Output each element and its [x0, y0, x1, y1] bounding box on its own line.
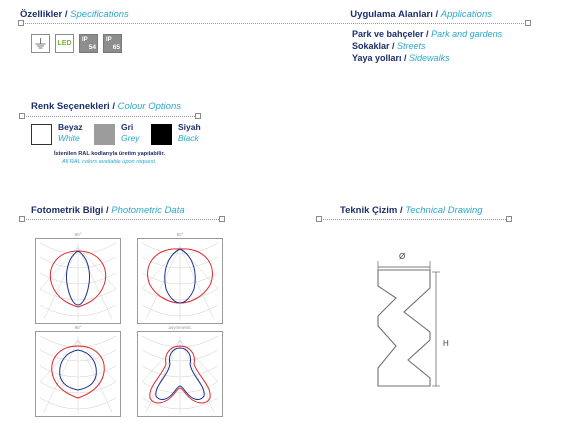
plot-label: 90°	[74, 325, 82, 330]
technical-title	[340, 205, 483, 216]
specifications-title-en: Specifications	[70, 9, 129, 20]
application-item-en: Streets	[397, 41, 426, 51]
ral-note-tr: İstenilen RAL kodlarıyla üretim yapılabilir.	[54, 151, 165, 157]
colour-name-tr: Siyah	[178, 122, 201, 132]
specifications-title	[20, 9, 129, 20]
technical-drawing	[370, 250, 460, 400]
rule-marker	[19, 113, 25, 119]
swatch-black	[151, 124, 172, 145]
rule-marker	[195, 113, 201, 119]
photometric-plot	[35, 238, 121, 324]
colour-name-en: Black	[178, 133, 199, 143]
colours-title	[31, 101, 181, 112]
specifications-rule	[22, 23, 530, 24]
colour-name-tr: Beyaz	[58, 122, 83, 132]
rule-marker	[19, 216, 25, 222]
specifications-title-tr: Özellikler /	[20, 9, 71, 20]
ip65-icon-ip: IP	[106, 37, 112, 43]
bollard-outline	[378, 270, 430, 386]
technical-rule	[320, 219, 510, 220]
colour-name-tr: Gri	[121, 122, 134, 132]
photometric-title-en: Photometric Data	[111, 205, 185, 216]
plot-label: 60°	[176, 232, 184, 237]
applications-title	[350, 9, 492, 20]
led-icon: LED	[55, 34, 74, 53]
application-item-tr: Yaya yolları /	[352, 53, 410, 63]
application-item	[352, 53, 450, 63]
photometric-title-tr: Fotometrik Bilgi /	[31, 205, 112, 216]
rule-marker	[219, 216, 225, 222]
polar-grid	[142, 243, 218, 321]
polar-grid	[40, 336, 116, 414]
ral-note-en: All RAL colors available upon request.	[62, 159, 157, 165]
plot-label: asymmetric	[168, 325, 192, 330]
ip65-icon-rating: 65	[112, 44, 120, 51]
rule-marker	[316, 216, 322, 222]
colour-name-en: White	[58, 133, 80, 143]
photometric-title	[31, 205, 185, 216]
ip54-icon	[79, 34, 98, 53]
application-item-tr: Park ve bahçeler /	[352, 29, 432, 39]
height-label: H	[443, 339, 449, 348]
colours-title-tr: Renk Seçenekleri /	[31, 101, 118, 112]
photometric-plot	[137, 238, 223, 324]
application-item	[352, 41, 426, 51]
ip65-icon	[103, 34, 122, 53]
application-item-tr: Sokaklar /	[352, 41, 398, 51]
applications-title-tr: Uygulama Alanları /	[350, 9, 441, 20]
diameter-label: Ø	[399, 252, 406, 261]
rule-marker	[525, 20, 531, 26]
ground-icon	[31, 34, 50, 53]
swatch-white	[31, 124, 52, 145]
photometric-plot	[137, 331, 223, 417]
rule-marker	[506, 216, 512, 222]
colour-name-en: Grey	[121, 133, 140, 143]
plot-label: 90°	[74, 232, 82, 237]
applications-title-en: Applications	[440, 9, 492, 20]
application-item-en: Park and gardens	[431, 29, 503, 39]
photometric-rule	[23, 219, 223, 220]
swatch-grey	[94, 124, 115, 145]
rule-marker	[18, 20, 24, 26]
application-item-en: Sidewalks	[409, 53, 450, 63]
technical-title-tr: Teknik Çizim /	[340, 205, 406, 216]
colours-title-en: Colour Options	[117, 101, 181, 112]
technical-title-en: Technical Drawing	[405, 205, 483, 216]
application-item	[352, 29, 502, 39]
ip54-icon-ip: IP	[82, 37, 88, 43]
colours-rule	[23, 116, 199, 117]
ip54-icon-rating: 54	[88, 44, 96, 51]
photometric-plot	[35, 331, 121, 417]
